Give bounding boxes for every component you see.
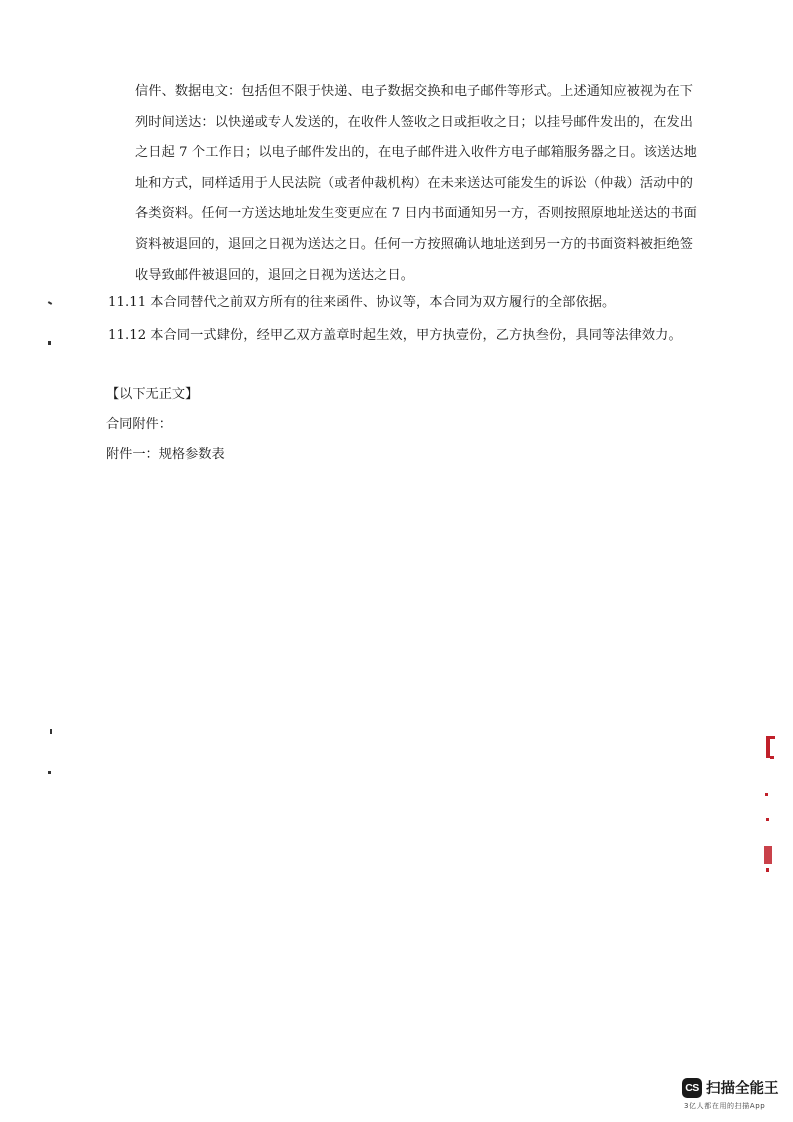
notice-paragraph <box>135 77 697 291</box>
paragraph-line: 收导致邮件被退回的，退回之日视为送达之日。 <box>135 267 415 283</box>
attachments-label: 合同附件： <box>106 417 172 432</box>
attachment-one: 附件一：规格参数表 <box>106 447 225 462</box>
clause-text: 本合同替代之前双方所有的往来函件、协议等，本合同为双方履行的全部依据。 <box>150 295 616 310</box>
scan-speck <box>50 729 52 734</box>
paragraph-line: 列时间送达：以快递或专人发送的，在收件人签收之日或拒收之日；以挂号邮件发出的，在发出 <box>135 114 694 130</box>
watermark-slogan: 3亿人都在用的扫描App <box>684 1102 766 1110</box>
clause-11-11 <box>108 291 615 310</box>
clause-number: 11.11 <box>108 295 147 310</box>
scan-speck <box>48 301 52 305</box>
paragraph-line: 各类资料。任何一方送达地址发生变更应在 7 日内书面通知另一方，否则按照原地址送达的书面 <box>135 206 697 222</box>
paragraph-line: 址和方式，同样适用于人民法院（或者仲裁机构）在未来送达可能发生的诉讼（仲裁）活动中的 <box>135 175 694 191</box>
paragraph-line: 之日起 7 个工作日；以电子邮件发出的，在电子邮件进入收件方电子邮箱服务器之日。该送达地 <box>135 145 697 161</box>
scanner-watermark <box>664 1075 784 1115</box>
end-of-text-marker: 【以下无正文】 <box>106 387 199 402</box>
scan-speck <box>48 341 51 345</box>
clause-text: 本合同一式肆份，经甲乙双方盖章时起生效，甲方执壹份，乙方执叁份，具同等法律效力。 <box>150 328 682 343</box>
watermark-brand: 扫描全能王 <box>706 1081 779 1097</box>
scan-speck <box>48 771 51 774</box>
camscanner-logo-icon: CS <box>682 1078 702 1098</box>
paragraph-line: 资料被退回的，退回之日视为送达之日。任何一方按照确认地址送到另一方的书面资料被拒绝签 <box>135 236 694 252</box>
clause-number: 11.12 <box>108 328 147 343</box>
clause-11-12 <box>108 324 682 343</box>
paragraph-line: 信件、数据电文：包括但不限于快递、电子数据交换和电子邮件等形式。上述通知应被视为在下 <box>135 84 694 99</box>
